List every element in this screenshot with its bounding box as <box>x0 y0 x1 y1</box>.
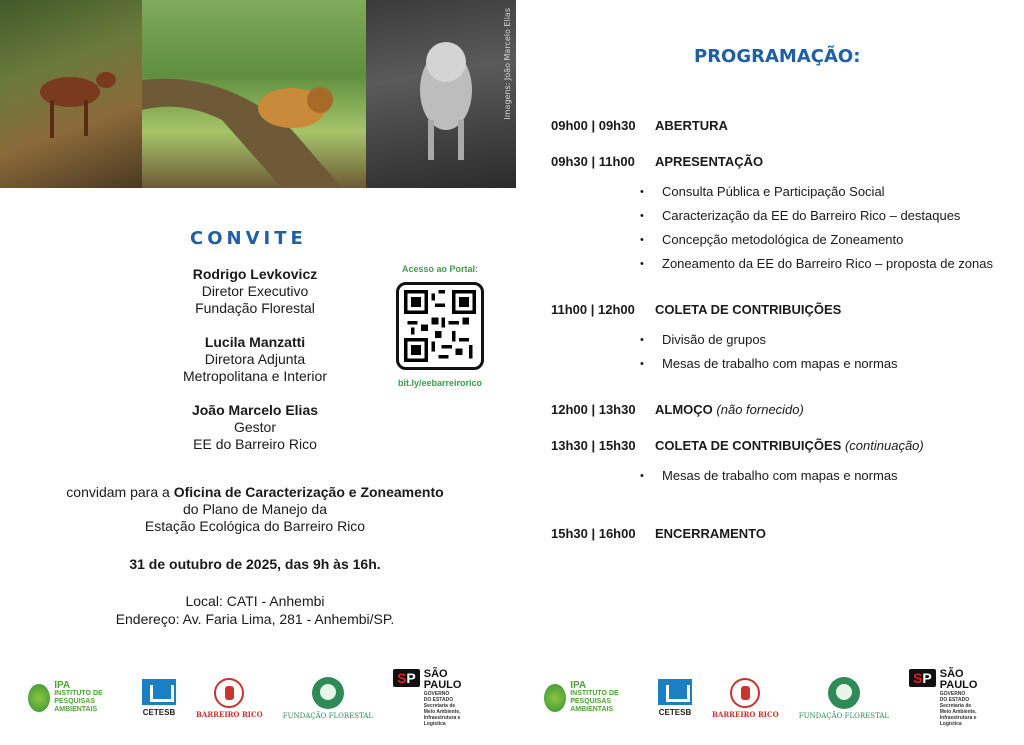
host-name: Rodrigo Levkovicz <box>192 266 318 282</box>
qr-code-icon[interactable] <box>396 282 484 370</box>
schedule-slot <box>551 152 1011 170</box>
host-role: Diretor Executivo <box>201 283 309 299</box>
ipa-leaf-icon <box>544 684 566 712</box>
cetesb-logo <box>142 679 176 717</box>
ipa-abbr: IPA <box>54 680 71 691</box>
cetesb-logo <box>658 679 692 717</box>
sp-line: PAULO <box>423 679 462 691</box>
qr-caption: Acesso ao Portal: <box>401 264 479 274</box>
sponsor-logos-right <box>544 662 1004 734</box>
sp-mark-icon: SP <box>909 669 936 687</box>
venue-block <box>40 592 470 628</box>
list-item: • Caracterização da EE do Barreiro Rico – destaques <box>640 204 1011 228</box>
schedule <box>551 116 1011 542</box>
slot-label: ALMOÇO <box>655 401 713 417</box>
slot-items <box>640 464 1011 488</box>
cetesb-icon <box>142 679 176 705</box>
list-item: • Mesas de trabalho com mapas e normas <box>640 352 1011 376</box>
host-role: Diretora Adjunta <box>204 351 306 367</box>
host-1 <box>160 266 350 317</box>
invite-prefix: convidam para a <box>66 484 174 500</box>
ipa-name: INSTITUTO DE <box>54 690 103 697</box>
slot-time: 09h00 | 09h30 <box>551 117 636 133</box>
venue-local: Local: CATI - Anhembi <box>185 593 325 609</box>
host-org: EE do Barreiro Rico <box>193 436 317 452</box>
host-org: Fundação Florestal <box>195 300 315 316</box>
cetesb-label: CETESB <box>658 708 692 717</box>
hosts-list <box>160 266 350 470</box>
ipa-leaf-icon <box>28 684 50 712</box>
list-item: • Concepção metodológica de Zoneamento <box>640 228 1011 252</box>
event-date: 31 de outubro de 2025, das 9h às 16h. <box>129 556 381 572</box>
barreiro-logo <box>712 678 779 719</box>
ipa-name: PESQUISAS AMBIENTAIS <box>54 698 98 713</box>
invite-line-3: Estação Ecológica do Barreiro Rico <box>144 518 366 534</box>
sp-line: SÃO <box>939 668 964 680</box>
schedule-slot <box>551 300 1011 318</box>
fundacao-logo <box>799 677 889 720</box>
barreiro-label: BARREIRO RICO <box>196 709 263 719</box>
ipa-name: PESQUISAS AMBIENTAIS <box>570 698 614 713</box>
sp-line: SÃO <box>423 668 448 680</box>
ipa-logo <box>544 682 638 714</box>
tree-emblem-icon <box>312 677 344 709</box>
workshop-name: Oficina de Caracterização e Zoneamento <box>173 484 444 500</box>
barreiro-label: BARREIRO RICO <box>712 709 779 719</box>
barreiro-logo <box>196 678 263 719</box>
fundacao-label: FUNDAÇÃO FLORESTAL <box>798 711 890 720</box>
slot-time: 12h00 | 13h30 <box>551 401 636 417</box>
sp-line: PAULO <box>939 679 978 691</box>
list-item: • Consulta Pública e Participação Social <box>640 180 1011 204</box>
program-title: PROGRAMAÇÃO: <box>694 46 861 67</box>
host-name: João Marcelo Elias <box>191 402 319 418</box>
slot-time: 11h00 | 12h00 <box>551 301 635 317</box>
tree-emblem-icon <box>828 677 860 709</box>
slot-items <box>640 328 1011 376</box>
invite-heading: CONVITE <box>190 228 307 249</box>
slot-label: ENCERRAMENTO <box>655 525 766 541</box>
list-item: • Divisão de grupos <box>640 328 1011 352</box>
deer-photo <box>0 0 142 188</box>
schedule-slot <box>551 436 1011 454</box>
sp-mark-icon: SP <box>393 669 420 687</box>
slot-time: 13h30 | 15h30 <box>551 437 636 453</box>
slot-label: COLETA DE CONTRIBUIÇÕES <box>655 437 842 453</box>
fundacao-logo <box>283 677 373 720</box>
fundacao-label: FUNDAÇÃO FLORESTAL <box>282 711 374 720</box>
ipa-logo <box>28 682 122 714</box>
cetesb-icon <box>658 679 692 705</box>
schedule-slot <box>551 524 1011 542</box>
slot-label: ABERTURA <box>655 117 728 133</box>
slot-time: 15h30 | 16h00 <box>551 525 636 541</box>
invite-text <box>40 484 470 535</box>
list-item: • Mesas de trabalho com mapas e normas <box>640 464 1011 488</box>
host-role: Gestor <box>233 419 276 435</box>
schedule-slot <box>551 116 1011 134</box>
slot-label: APRESENTAÇÃO <box>655 153 764 169</box>
slot-label: COLETA DE CONTRIBUIÇÕES <box>655 301 842 317</box>
monkey-photo <box>142 0 366 188</box>
host-2 <box>160 334 350 385</box>
venue-address: Endereço: Av. Faria Lima, 281 - Anhembi/SP. <box>115 611 395 627</box>
portal-qr-block <box>388 264 492 388</box>
slot-note: (continuação) <box>844 437 924 453</box>
host-org: Metropolitana e Interior <box>183 368 327 384</box>
sponsor-logos-left <box>28 662 488 734</box>
portal-link[interactable]: bit.ly/eebarreirorico <box>397 378 483 388</box>
host-name: Lucila Manzatti <box>204 334 306 350</box>
slot-items <box>640 180 1011 276</box>
monkey-emblem-icon <box>214 678 244 708</box>
slot-note: (não fornecido) <box>716 401 804 417</box>
host-3 <box>160 402 350 453</box>
sao-paulo-logo: SP SÃO PAULO GOVERNO DO ESTADO Secretaria de Meio Ambiente, Infraestrutura e Logística <box>909 669 977 727</box>
invite-line-2: do Plano de Manejo da <box>183 501 327 517</box>
schedule-slot <box>551 400 1011 418</box>
monkey-emblem-icon <box>730 678 760 708</box>
sao-paulo-logo: SP SÃO PAULO GOVERNO DO ESTADO Secretaria de Meio Ambiente, Infraestrutura e Logística <box>393 669 461 727</box>
slot-time: 09h30 | 11h00 <box>551 153 635 169</box>
list-item: • Zoneamento da EE do Barreiro Rico – proposta de zonas <box>640 252 1011 276</box>
photo-credit: Imagens: João Marcelo Elias <box>503 8 512 120</box>
ipa-abbr: IPA <box>570 680 587 691</box>
photo-strip <box>0 0 516 188</box>
ocelot-photo <box>366 0 516 188</box>
ipa-name: INSTITUTO DE <box>570 690 619 697</box>
cetesb-label: CETESB <box>142 708 176 717</box>
